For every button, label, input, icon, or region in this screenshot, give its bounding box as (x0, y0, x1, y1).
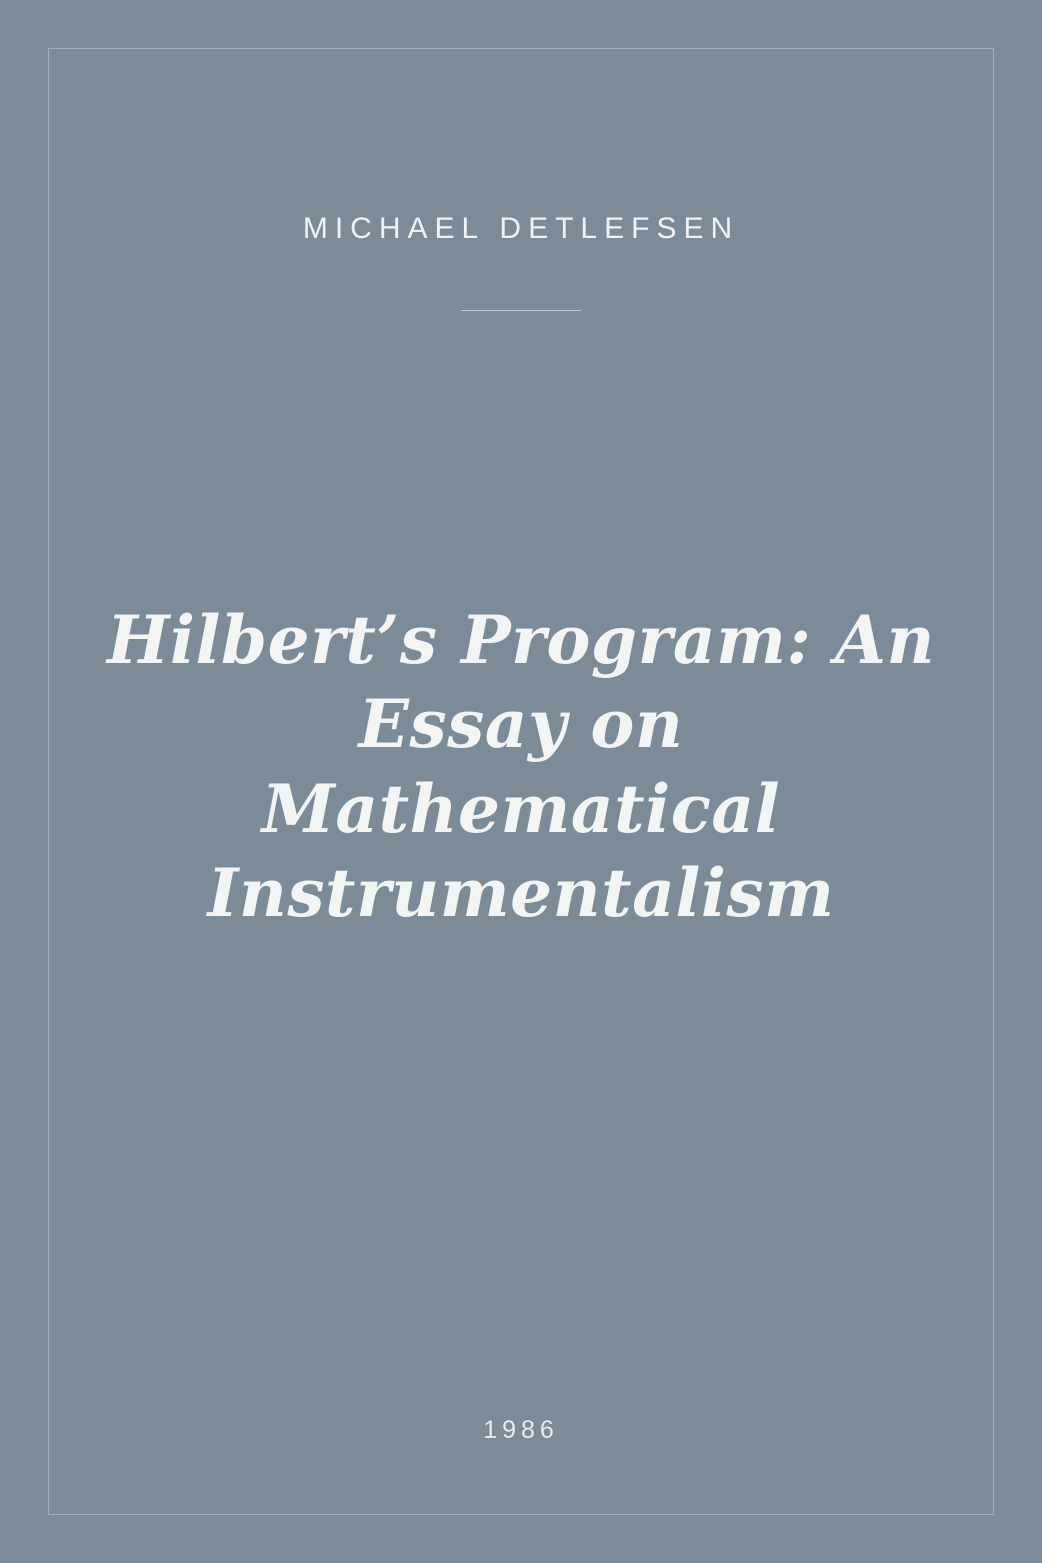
author-name: MICHAEL DETLEFSEN (302, 212, 740, 245)
publication-year: 1986 (483, 1416, 559, 1444)
divider-rule (461, 310, 581, 311)
book-title: Hilbert’s Program: An Essay on Mathematical Instrumentalism (107, 601, 935, 933)
